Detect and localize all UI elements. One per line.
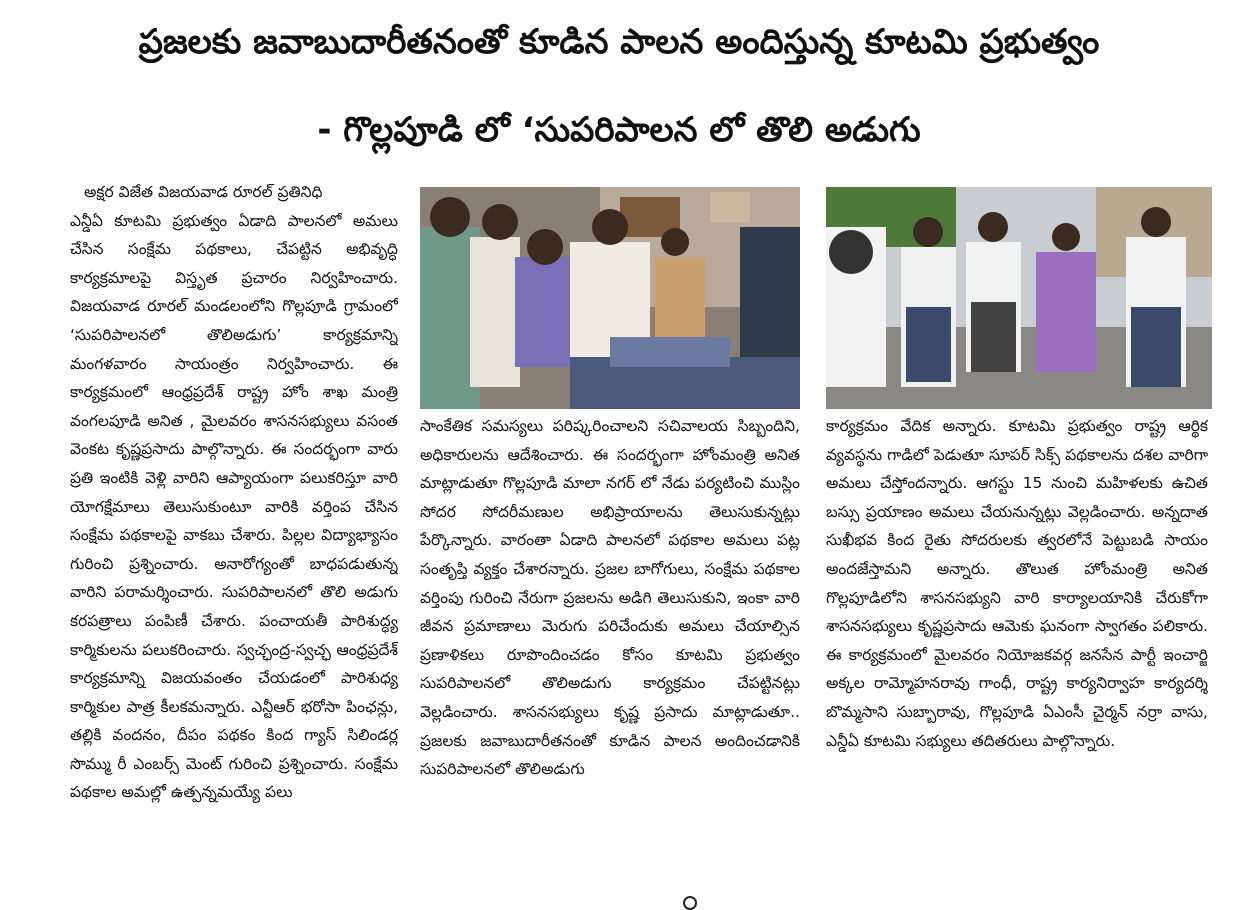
column-1-body: ఎన్డీఏ కూటమి ప్రభుత్వం ఏడాది పాలనలో అమలు చేసిన సంక్షేమ పథకాలు, చేపట్టిన అభివృద్ధి కార్యక్రమాలపై విస్తృత ప్రచారం నిర్వహించారు. విజయవాడ రూరల్ మండలంలోని గొల్లపూడి గ్రామంలో ‘సుపరిపాలనలో తొలిఅడుగు’ కార్యక్రమాన్ని మంగళవారం సాయంత్రం నిర్వహించారు. ఈ కార్యక్రమంలో ఆంధ్రప్రదేశ్ రాష్ట్ర హోం శాఖ మంత్రి వంగలపూడి అనిత , మైలవరం శాసనసభ్యులు వసంత వెంకట కృష్ణప్రసాదు పాల్గొన్నారు. ఈ సందర్భంగా వారు ప్రతి ఇంటికి వెళ్లి వారిని ఆప్యాయంగా పలుకరిస్తూ వారి యోగక్షేమాలు తెలుసుకుంటూ వారికి వర్తింప చేసిన సంక్షేమ పథకాలపై వాకబు చేశారు. పిల్లల విద్యాభ్యాసం గురించి ప్రశ్నించారు. అనారోగ్యంతో బాధపడుతున్న వారిని పరామర్శించారు. సుపరిపాలనలో తొలి అడుగు కరపత్రాలు పంపిణీ చేశారు. పంచాయతీ పారిశుద్ధ్య కార్మికులను పలుకరించారు. స్వచ్ఛంద్ర-స్వచ్ఛ ఆంధ్రప్రదేశ్ కార్యక్రమాన్ని విజయవంతం చేయడంలో పారిశుధ్య కార్మికుల పాత్ర కీలకమన్నారు. ఎన్టీఆర్ భరోసా పింఛన్లు, తల్లికి వందనం, దీపం పథకం కింద గ్యాస్ సిలిండర్ల సొమ్ము రీ ఎంబర్స్ మెంట్ గురించి ప్రశ్నించారు. సంక్షేమ పథకాల అమల్లో ఉత్పన్నమయ్యే పలు [70, 211, 398, 802]
photo-walk-street [826, 187, 1212, 409]
article-column-2 [420, 412, 800, 882]
byline: అక్షర విజేత విజయవాడ రూరల్ ప్రతినిధి [84, 183, 323, 201]
photo-visit-patient [420, 187, 800, 409]
headline-line2: - గొల్లపూడి లో ‘సుపరిపాలన లో తొలి అడుగు [317, 110, 921, 150]
article-column-3 [826, 412, 1208, 882]
article-column-1 [70, 178, 398, 890]
column-2-body: సాంకేతిక సమస్యలు పరిష్కరించాలని సచివాలయ సిబ్బందిని, అధికారులను ఆదేశించారు. ఈ సందర్భంగా హోంమంత్రి అనిత మాట్లాడుతూ గొల్లపూడి మాలా నగర్ లో నేడు పర్యటించి ముస్లిం సోదర సోదరీమణుల అభిప్రాయాలను తెలుసుకున్నట్లు పేర్కొన్నారు. వారంతా ఏడాది పాలనలో పథకాల అమలు పట్ల సంతృప్తి వ్యక్తం చేశారన్నారు. ప్రజల బాగోగులు, సంక్షేమ పథకాల వర్తింపు గురించి నేరుగా ప్రజలను అడిగి తెలుసుకుని, ఇంకా వారి జీవన ప్రమాణాలు మెరుగు పరిచేందుకు అమలు చేయాల్సిన ప్రణాళికలు రూపొందించడం కోసం కూటమి ప్రభుత్వం సుపరిపాలనలో తొలిఅడుగు కార్యక్రమం చేపట్టినట్లు వెల్లడించారు. శాసనసభ్యులు కృష్ణ ప్రసాదు మాట్లాడుతూ.. ప్రజలకు జవాబుదారీతనంతో కూడిన పాలన అందించడానికి సుపరిపాలనలో తొలిఅడుగు [420, 417, 800, 779]
column-3-body: కార్యక్రమం వేదిక అన్నారు. కూటమి ప్రభుత్వం రాష్ట్ర ఆర్థిక వ్యవస్థను గాడిలో పెడుతూ సూపర్ సిక్స్ పథకాలను దశల వారిగా అమలు చేస్తోందన్నారు. ఆగస్టు 15 నుంచి మహిళలకు ఉచిత బస్సు ప్రయాణం అమలు చేయనున్నట్లు వెల్లడించారు. అన్నదాత సుఖీభవ కింద రైతు సోదరులకు త్వరలోనే పెట్టుబడి సాయం అందజేస్తామని అన్నారు. తొలుత హోంమంత్రి అనిత గొల్లపూడిలోని శాసనసభ్యుని వారి కార్యాలయానికి చేరుకోగా శాసనసభ్యులు కృష్ణప్రసాదు ఆమెకు ఘనంగా స్వాగతం పలికారు. ఈ కార్యక్రమంలో మైలవరం నియోజకవర్గ జనసేన పార్టీ ఇంచార్జి అక్కల రామ్మోహనరావు గాంధీ, రాష్ట్ర కార్యనిర్వాహ కార్యదర్శి బొమ్మసాని సుబ్బారావు, గొల్లపూడి ఏఎంసీ చైర్మన్ నర్రా వాసు, ఎన్డీఏ కూటమి సభ్యులు తదితరులు పాల్గొన్నారు. [826, 417, 1208, 750]
headline-line1: ప్రజలకు జవాబుదారీతనంతో కూడిన పాలన అందిస్తున్న కూటమి ప్రభుత్వం [138, 22, 1100, 62]
page-marker-dot [683, 896, 697, 910]
